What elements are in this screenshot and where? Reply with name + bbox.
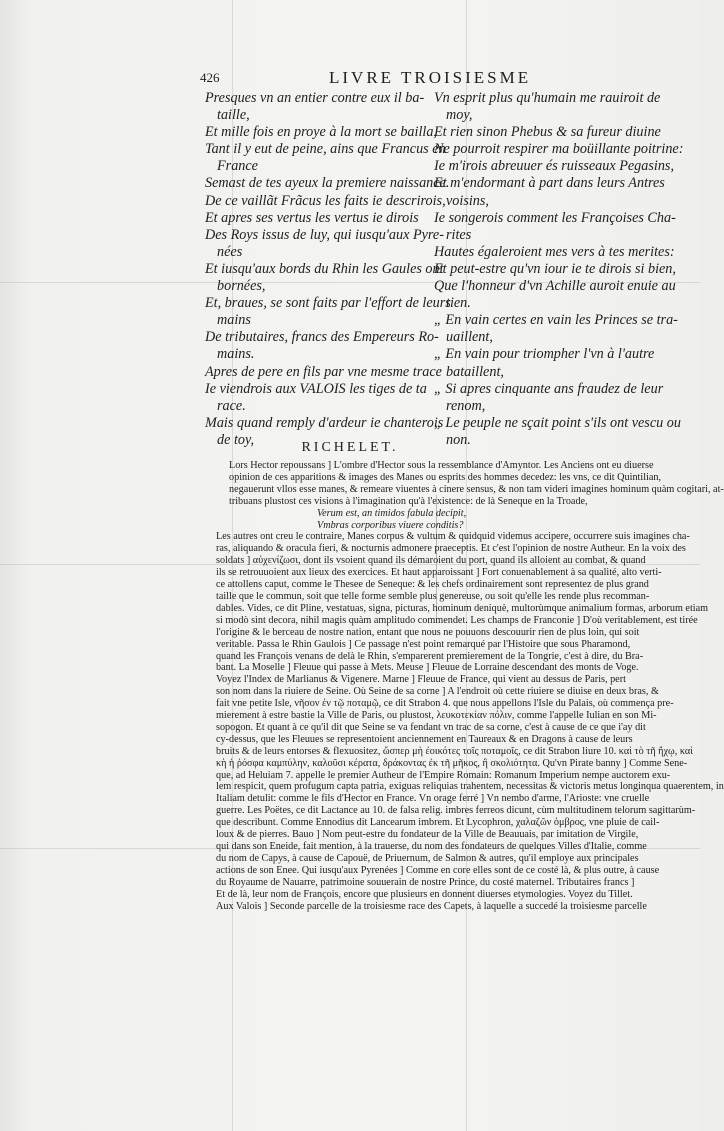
commentary-line: du Royaume de Nauarre, patrimoine souuerain de nostre Prince, du costé maternel. Tributaires francs ] — [216, 876, 635, 888]
verse-line: nées — [217, 243, 243, 260]
commentary-line: opinion de ces apparitions & images des Manes ou esprits des hommes decedez: les vns, ce dit Quintilian, — [229, 471, 662, 483]
commentary-line: soldats ] αὐχενίζωσι, dont ils vsoient quand ils démaroient du port, quand ils alloient au combat, & quand — [216, 555, 646, 567]
verse-line: „ Le peuple ne sçait point s'ils ont vescu ou — [434, 414, 681, 431]
commentary-line: que, ad Heluiam 7. appelle le premier Autheur de l'Empire Romain: Romanum Imperium nempe auctorem exu- — [216, 769, 671, 781]
commentary-line: guerre. Les Poëtes, ce dit Lactance au 10. de falsa relig. imbres ferreos dicunt, cùm multitudinem telorum sagittarùm- — [216, 805, 696, 817]
commentary-line: loux & de pierres. Bauo ] Nom peut-estre du fondateur de la Ville de Beauuais, par imitation de Virgile, — [216, 829, 639, 841]
commentary-line: Aux Valois ] Seconde parcelle de la troisiesme race des Capets, à laquelle a succedé la troisiesme parcelle — [216, 900, 647, 912]
commentary-line: qui dans son Eneide, fait mention, à la trauerse, du nom des fondateurs de quelques Villes d'Italie, comme — [216, 841, 647, 852]
commentary-line: dables. Vides, ce dit Pline, vestatuas, signa, picturas, hominum deniquè, multorùmque animalium formas, arborum etiam — [216, 602, 709, 614]
commentary-line: son nom dans la riuiere de Seine. Où Seine de sa corne ] A l'endroit où cette riuiere se diuise en deux bras, & — [216, 686, 659, 698]
verse-line: mains — [217, 312, 251, 329]
commentary-line: du nom de Capys, à cause de Capouë, de Priuernum, de Salmon & autres, qu'il employe aux principales — [216, 852, 639, 864]
verse-line: Que l'honneur d'vn Achille auroit enuie au — [434, 278, 676, 295]
commentary-line: ils se retrouuoient aux lieux des exercices. Et haut apparoissant ] Fort conuenablement à sa qualité, alto verti- — [216, 567, 662, 579]
verse-line: mains. — [217, 346, 255, 363]
verse-line: Et iusqu'aux bords du Rhin les Gaules ont — [205, 260, 444, 277]
commentary-line: mierement à estre bastie la Ville de Paris, ou plustost, λευκοτεκίαν πόλιν, comme l'appelle Iulian en son Mi- — [216, 710, 657, 722]
verse-line: uaillent, — [446, 329, 493, 346]
verse-line: Mais quand remply d'ardeur ie chanterois — [205, 414, 444, 431]
verse-line: „ En vain pour triompher l'vn à l'autre — [434, 346, 655, 363]
verse-line: race. — [217, 397, 246, 414]
verse-line: non. — [446, 431, 471, 448]
verse-line: voisins, — [446, 192, 489, 209]
commentary-line: actions de son Enee. Qui iusqu'aux Pyrenées ] Comme en core elles sont de ce costé là, & plus outre, à cause — [216, 864, 660, 876]
verse-line: Ie songerois comment les Françoises Cha- — [434, 209, 676, 226]
verse-line: Et rien sinon Phebus & sa fureur diuine — [434, 124, 661, 141]
commentary-title: RICHELET. — [301, 440, 399, 455]
page-header — [197, 68, 665, 90]
commentary-block — [216, 460, 724, 912]
verse-column-right — [434, 90, 684, 449]
verse-line: France — [217, 158, 258, 175]
commentary-line: quand les François venans de delà le Rhin, s'emparerent premierement de la Tongrie, c'est à dire, du Bra- — [216, 650, 644, 662]
commentary-line: Lors Hector repoussans ] L'ombre d'Hector sous la ressemblance d'Amyntor. Les Anciens ont eu diuerse — [229, 460, 654, 471]
verse-line: Semast de tes ayeux la premiere naissance. — [205, 175, 450, 192]
page-number: 426 — [200, 70, 220, 85]
commentary-line: que describunt. Comme Ennodius dit Lancearum imbrem. Et Lycophron, χαλαζῶν ὀμβρος, vne pluie de cail- — [216, 817, 660, 829]
verse-line: Tant il y eut de peine, ains que Francus en — [205, 141, 446, 158]
commentary-line: lem respicit, quem profugum capta patria, exiguas reliquias trahentem, necessitas & victoris metus longinqua quaerentem, in — [216, 781, 724, 793]
verse-line: taille, — [217, 107, 250, 124]
verse-line: bataillent, — [446, 363, 504, 380]
verse-line: moy, — [446, 107, 473, 124]
verse-line: „ Si apres cinquante ans fraudez de leur — [434, 380, 664, 397]
verse-line: Des Roys issus de luy, qui iusqu'aux Pyre- — [205, 226, 444, 243]
commentary-quote-line: Vmbras corporibus viuere conditis? — [317, 519, 464, 531]
commentary-line: negauerunt vllos esse manes, & remeare viuentes à cinere sensus, & non tam videri imagines hominum quàm cogitari, at- — [229, 483, 724, 495]
verse-column-left — [205, 90, 451, 449]
verse-line: tien. — [446, 295, 471, 312]
commentary-line: fait vne petite Isle, νῆσον ἐν τῷ ποταμῷ, ce dit Strabon 4. que nous appellons l'Isle du Palais, où commença pre- — [216, 698, 674, 710]
verse-line: Apres de pere en fils par vne mesme trace — [205, 363, 442, 380]
verse-line: Et m'endormant à part dans leurs Antres — [434, 175, 665, 192]
commentary-line: si modò sint decora, nihil magis quàm amplitudo commendet. Les champs de Franconie ] D'où veritablement, est tirée — [216, 614, 698, 626]
verse-line: bornées, — [217, 278, 266, 295]
commentary-line: bruits & de leurs entorses & flexuositez, ὥσπερ μὴ ἐοικότες τοῖς ποταμοῖς, ce dit Strabon liure 10. καὶ τὸ τῆ ἤχῳ, καὶ — [216, 745, 693, 757]
verse-line: Et peut-estre qu'vn iour ie te dirois si bien, — [434, 260, 676, 277]
verse-line: Ie viendrois aux VALOIS les tiges de ta — [205, 380, 427, 397]
verse-line: Vn esprit plus qu'humain me rauiroit de — [434, 90, 661, 106]
commentary-line: sopogon. Et quant à ce qu'il dit que Seine se va fendant vn trac de sa corne, c'est à cause de ce que i'ay dit — [216, 721, 646, 733]
commentary-quote-line: Verum est, an timidos fabula decipit, — [317, 507, 467, 519]
commentary-line: Et de là, leur nom de François, encore que plusieurs en donnent diuerses etymologies. Voyez du Tillet. — [216, 888, 633, 900]
commentary-line: Voyez l'Index de Marlianus & Vigenere. Marne ] Fleuue de France, qui vient au dessus de Paris, pert — [216, 674, 626, 686]
verse-line: De tributaires, francs des Empereurs Ro- — [205, 329, 439, 346]
verse-line: Ie m'irois abreuuer és ruisseaux Pegasins, — [434, 158, 674, 175]
commentary-line: l'origine & le berceau de nostre nation, entant que nous ne pouuons descouurir rien de plus loin, qui soit — [216, 626, 640, 638]
commentary-line: bant. La Moselle ] Fleuue qui passe à Mets. Meuse ] Fleuue de Lorraine descendant des monts de Voge. — [216, 662, 639, 674]
commentary-line: Les autres ont creu le contraire, Manes corpus & vultum & quidquid videmus accipere, occurrere suis imagines cha- — [216, 531, 690, 543]
commentary-line: tribuans plustost ces visions à l'imagination qu'à l'existence: de là Seneque en la Troade, — [229, 495, 588, 507]
verse-line: Et, braues, se sont faits par l'effort de leurs — [205, 295, 451, 312]
verse-line: Ne pourroit respirer ma boüillante poitrine: — [434, 141, 684, 158]
verse-line: Et mille fois en proye à la mort se bailla, — [205, 124, 437, 141]
verse-line: Presques vn an entier contre eux il ba- — [205, 90, 425, 106]
commentary-line: κὴ ἡ ῥόσφα καμπύλην, καλοῦσι κέρατα, δράκοντας ἐκ τῆ μῆκος, ἢ σκολιότητα. Qu'vn Pirate banny ] Comme Sene- — [216, 757, 688, 769]
verse-line: rites — [446, 226, 472, 243]
commentary-line: ras, aliquando & oracula fieri, & nocturnis admonere praeceptis. Et c'est l'opinion de nostre Autheur. En la voix des — [216, 543, 686, 555]
verse-line: renom, — [446, 397, 486, 414]
commentary-line: veritable. Passa le Rhin Gaulois ] Ce passage n'est point remarqué par l'Histoire que sous Pharamond, — [216, 638, 631, 650]
verse-line: Et apres ses vertus les vertus ie dirois — [205, 209, 419, 226]
verse-line: de toy, — [217, 431, 255, 448]
verse-line: „ En vain certes en vain les Princes se tra- — [434, 312, 678, 329]
verse-line: Hautes égaleroient mes vers à tes merites: — [434, 243, 675, 260]
commentary-line: cy-dessus, que les Fleuues se representoient anciennement en Taureaux & en Dragons à cause de leurs — [216, 733, 633, 745]
running-title: LIVRE TROISIESME — [329, 68, 532, 87]
commentary-line: ce attollens caput, comme le Thesee de Seneque: & les chefs ordinairement sont representez de plus grand — [216, 579, 649, 591]
verse-line: De ce vaillãt Frãcus les faits ie descrirois, — [205, 192, 446, 209]
commentary-line: Italiam detulit: comme le fils d'Hector en France. Vn orage ferré ] Vn nembo d'arme, l'Arioste: vne cruelle — [216, 793, 650, 805]
commentary-line: taille que le commun, soit que telle forme semble plus genereuse, ou soit qu'elle les rende plus recomman- — [216, 590, 650, 602]
